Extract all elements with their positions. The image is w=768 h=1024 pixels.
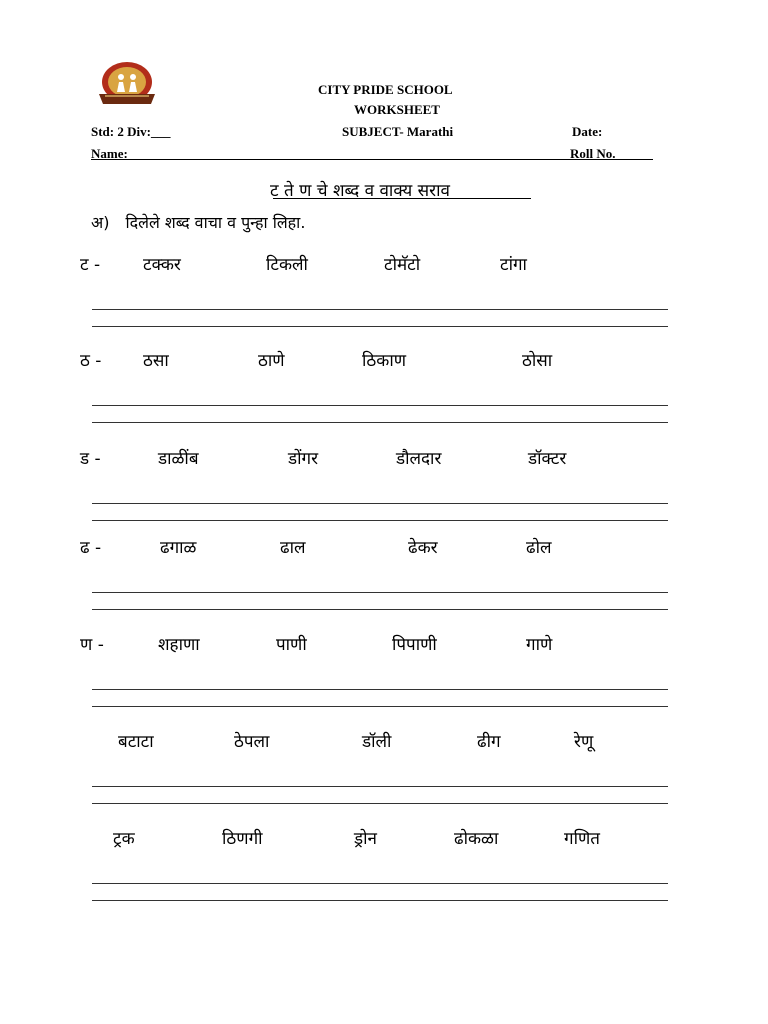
practice-word: डौलदार	[396, 449, 442, 469]
writing-line	[92, 706, 668, 707]
writing-line	[92, 900, 668, 901]
practice-word: पिपाणी	[392, 635, 437, 655]
writing-line	[92, 520, 668, 521]
row-letter-label: ढ -	[80, 538, 102, 558]
practice-word: टांगा	[500, 255, 527, 275]
practice-word: रेणू	[574, 732, 594, 752]
practice-word: ठसा	[143, 351, 169, 371]
practice-word: ढोकळा	[454, 829, 499, 849]
row-letter-label: ण -	[80, 635, 104, 655]
practice-word: ढोल	[526, 538, 552, 558]
instruction-text: दिलेले शब्द वाचा व पुन्हा लिहा.	[125, 213, 306, 232]
writing-line	[92, 689, 668, 690]
practice-word: ठोसा	[522, 351, 553, 371]
practice-word: ढेकर	[408, 538, 438, 558]
writing-line	[92, 609, 668, 610]
writing-line	[92, 422, 668, 423]
school-logo	[97, 60, 157, 110]
practice-word: टक्कर	[143, 255, 181, 275]
page-title: ट ते ण चे शब्द व वाक्य सराव	[270, 181, 450, 201]
title-underline	[273, 198, 531, 199]
practice-word: गाणे	[526, 635, 553, 655]
writing-line	[92, 309, 668, 310]
std-div-field: Std: 2 Div:___	[91, 124, 171, 139]
instruction-marker: अ)	[91, 213, 110, 232]
practice-word: ठिणगी	[222, 829, 263, 849]
practice-word: डोंगर	[288, 449, 319, 469]
worksheet-title: WORKSHEET	[354, 102, 440, 117]
practice-word: ठेपला	[234, 732, 270, 752]
practice-word: टोमॅटो	[384, 255, 421, 275]
name-label: Name:	[91, 146, 128, 161]
roll-no-label: Roll No.	[570, 146, 616, 161]
practice-word: ड्रोन	[354, 829, 377, 849]
practice-word: बटाटा	[118, 732, 154, 752]
school-name: CITY PRIDE SCHOOL	[318, 82, 453, 97]
practice-word: गणित	[564, 829, 600, 849]
writing-line	[92, 592, 668, 593]
practice-word: टिकली	[266, 255, 308, 275]
writing-line	[92, 786, 668, 787]
practice-word: डॉली	[362, 732, 392, 752]
writing-line	[92, 503, 668, 504]
practice-word: ट्रक	[113, 829, 135, 849]
writing-line	[92, 326, 668, 327]
practice-word: ढगाळ	[160, 538, 197, 558]
practice-word: ढाल	[280, 538, 306, 558]
date-label: Date:	[572, 124, 603, 139]
practice-word: ठिकाण	[362, 351, 407, 371]
instruction	[91, 211, 305, 233]
practice-word: डाळींब	[158, 449, 199, 469]
name-underline	[91, 159, 653, 160]
writing-line	[92, 405, 668, 406]
practice-word: ठाणे	[258, 351, 285, 371]
practice-word: शहाणा	[158, 635, 200, 655]
row-letter-label: ट -	[80, 255, 101, 275]
practice-word: पाणी	[276, 635, 307, 655]
subject-label: SUBJECT- Marathi	[342, 124, 454, 139]
writing-line	[92, 883, 668, 884]
row-letter-label: ठ -	[80, 351, 102, 371]
row-letter-label: ड -	[80, 449, 101, 469]
writing-line	[92, 803, 668, 804]
practice-word: ढीग	[477, 732, 501, 752]
practice-word: डॉक्टर	[528, 449, 567, 469]
